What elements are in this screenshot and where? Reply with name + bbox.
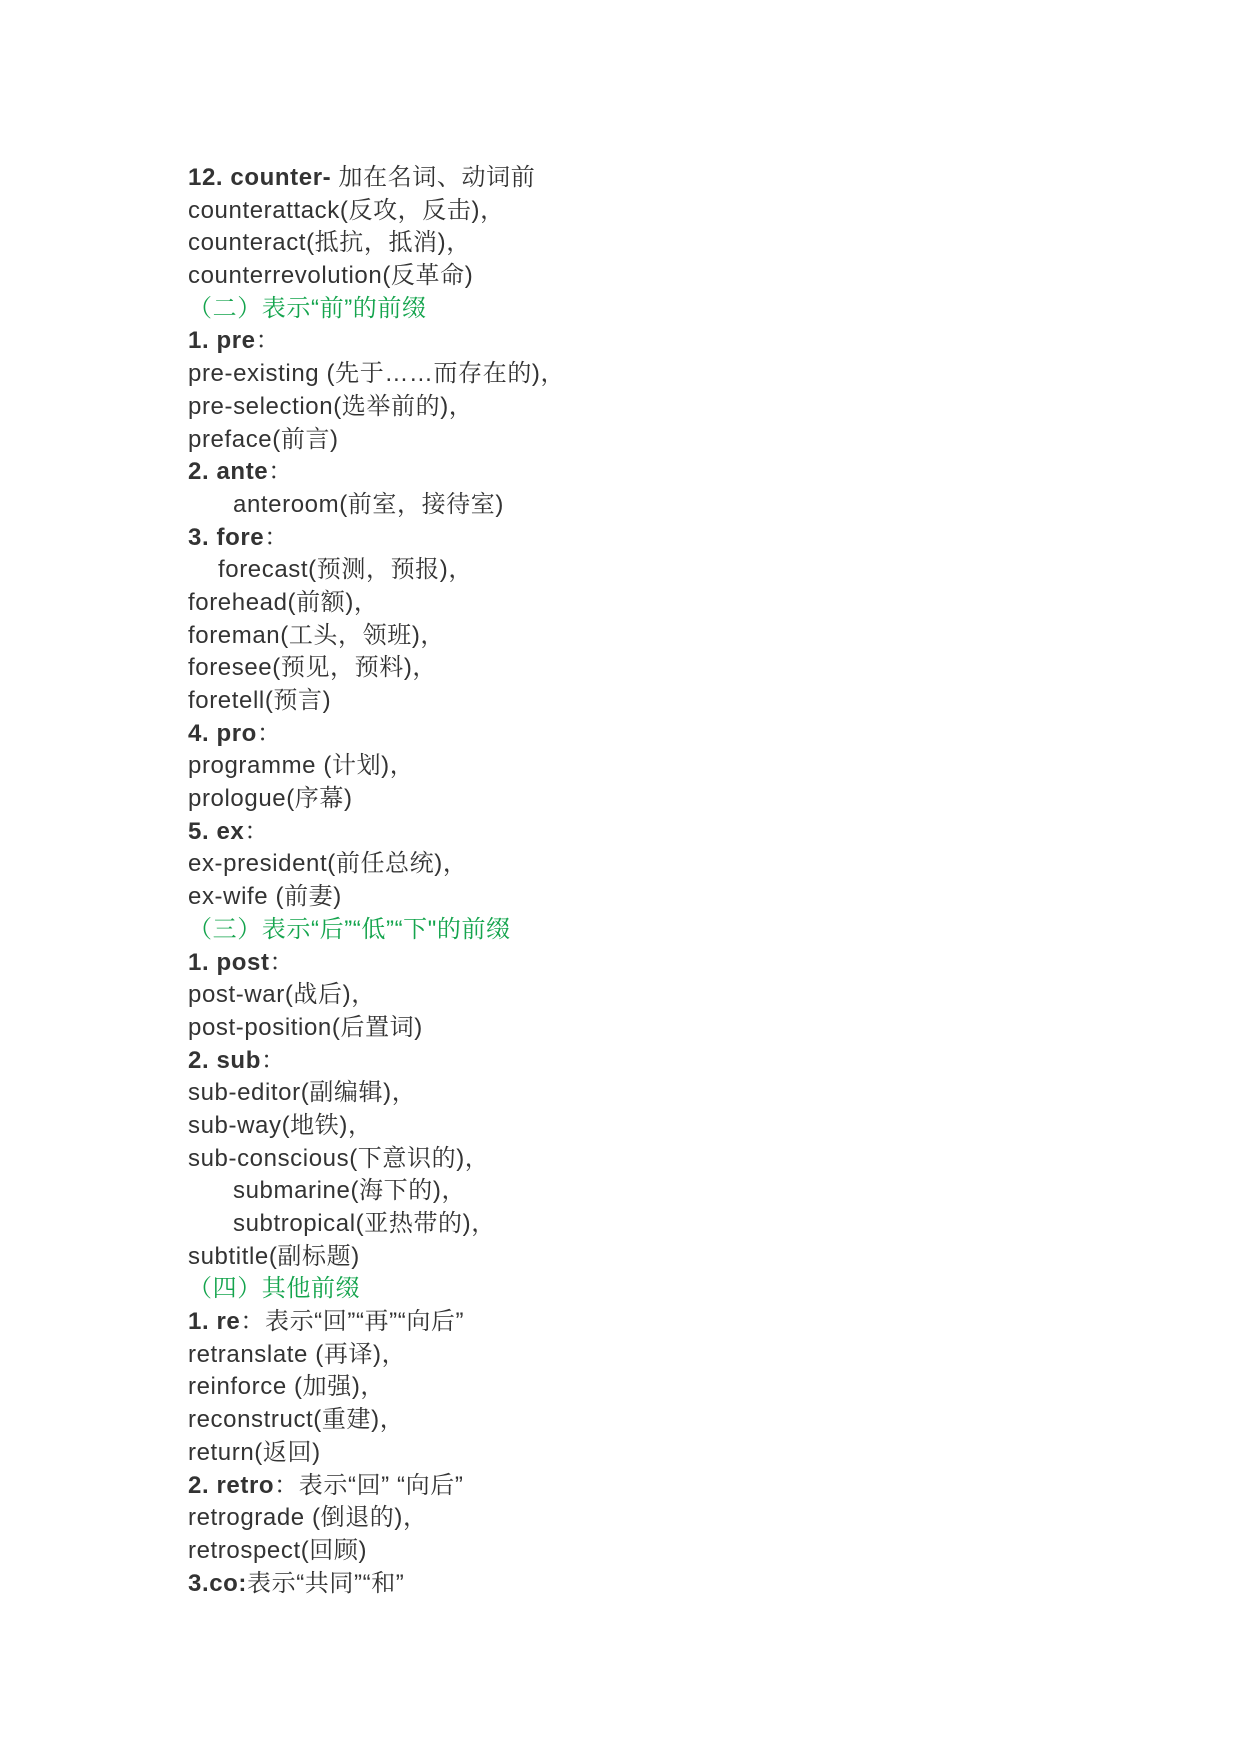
prefix-description: 加在名词、动词前 — [331, 164, 536, 191]
example-word-line: retranslate (再译)， — [188, 1340, 407, 1368]
prefix-label: 12. counter- — [188, 164, 332, 191]
example-word-line: prologue(序幕) — [188, 785, 353, 813]
example-word-line: retrograde (倒退的)， — [188, 1504, 428, 1532]
prefix-description: ：表示“回”“再”“向后” — [240, 1308, 465, 1336]
example-word-line: post-position(后置词) — [188, 1013, 423, 1041]
prefix-item-heading — [188, 947, 1180, 980]
prefix-description: ： — [260, 1046, 286, 1074]
example-word-line: reconstruct(重建)， — [188, 1406, 405, 1434]
example-word-line: counterrevolution(反革命) — [188, 262, 474, 290]
example-word-line: foreman(工头，领班)， — [188, 621, 446, 649]
example-word-line: sub-conscious(下意识的)， — [188, 1144, 490, 1172]
example-word-line: subtitle(副标题) — [188, 1242, 360, 1270]
example-word-line: foretell(预言) — [188, 687, 332, 714]
example-word-line: programme (计划)， — [188, 752, 415, 780]
prefix-description: ： — [256, 719, 282, 747]
example-word-line: retrospect(回顾) — [188, 1536, 368, 1564]
example-word-line: submarine(海下的)， — [233, 1177, 467, 1205]
prefix-item-heading — [188, 456, 1180, 489]
document-body — [188, 162, 1180, 1600]
prefix-item-heading — [188, 1568, 1180, 1601]
section-heading: （二）表示“前”的前缀 — [188, 294, 427, 322]
prefix-label: 2. retro — [188, 1471, 275, 1499]
example-word-line: foresee(预见，预料)， — [188, 654, 438, 682]
prefix-item-heading — [188, 718, 1180, 751]
prefix-label: 1. pre — [188, 327, 256, 355]
prefix-label: 1. post — [188, 948, 270, 976]
prefix-label: 3.co: — [188, 1569, 248, 1597]
prefix-item-heading — [188, 1045, 1180, 1078]
prefix-description: 表示“共同”“和” — [247, 1569, 405, 1597]
example-word-line: preface(前言) — [188, 425, 339, 453]
example-word-line: anteroom(前室，接待室) — [233, 490, 504, 518]
prefix-description: ： — [244, 817, 269, 845]
prefix-item-heading — [188, 1470, 1180, 1503]
example-word-line: post-war(战后)， — [188, 981, 376, 1009]
prefix-description: ： — [268, 458, 293, 486]
prefix-label: 1. re — [188, 1308, 241, 1336]
example-word-line: return(返回) — [188, 1438, 321, 1466]
example-word-line: pre-existing (先于……而存在的)， — [188, 360, 566, 388]
prefix-label: 5. ex — [188, 817, 245, 845]
prefix-label: 4. pro — [188, 719, 257, 747]
section-heading: （三）表示“后”“低”“下"的前缀 — [188, 915, 511, 943]
example-word-line: forecast(预测，预报)， — [218, 556, 473, 584]
section-heading: （四）其他前缀 — [188, 1275, 361, 1303]
prefix-description: ： — [255, 327, 281, 355]
prefix-label: 2. sub — [188, 1046, 261, 1074]
example-word-line: pre-selection(选举前的)， — [188, 392, 474, 420]
example-word-line: counterattack(反攻，反击)， — [188, 196, 505, 224]
prefix-item-heading — [188, 1306, 1180, 1339]
prefix-description: ：表示“回” “向后” — [274, 1471, 464, 1499]
prefix-item-heading — [188, 522, 1180, 555]
example-word-line: sub-way(地铁)， — [188, 1111, 373, 1139]
prefix-label: 2. ante — [188, 458, 269, 486]
prefix-item-heading — [188, 162, 1180, 195]
example-word-line: reinforce (加强)， — [188, 1373, 386, 1401]
example-word-line: counteract(抵抗，抵消)， — [188, 229, 471, 257]
prefix-label: 3. fore — [188, 523, 265, 551]
example-word-line: sub-editor(副编辑)， — [188, 1079, 417, 1107]
example-word-line: ex-president(前任总统)， — [188, 850, 468, 878]
example-word-line: subtropical(亚热带的)， — [233, 1210, 496, 1237]
prefix-item-heading — [188, 325, 1180, 358]
example-word-line: ex-wife (前妻) — [188, 883, 342, 911]
prefix-description: ： — [269, 948, 295, 976]
example-word-line: forehead(前额)， — [188, 588, 379, 616]
prefix-description: ： — [264, 523, 289, 551]
prefix-item-heading — [188, 816, 1180, 849]
